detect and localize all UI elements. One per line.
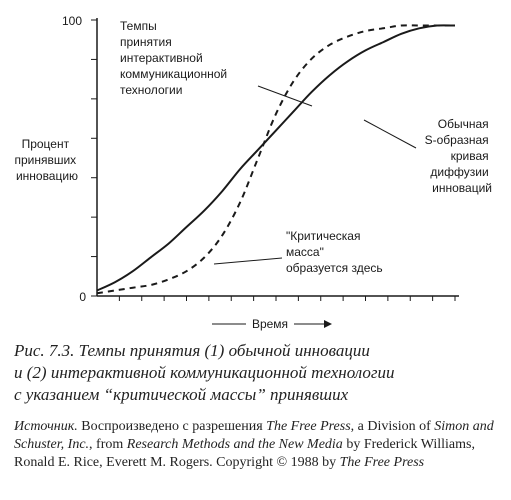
- critical-mass-label: "Критическая масса" образуется здесь: [286, 229, 383, 275]
- critical-mass-leader: [214, 258, 282, 264]
- figure-caption: [14, 340, 498, 406]
- s-curve-line: [97, 25, 455, 290]
- source-publisher-2: Simon and Schuster, Inc.: [14, 419, 494, 452]
- caption-line-2: и (2) интерактивной коммуникационной технологии: [14, 363, 395, 382]
- source-note: [14, 418, 500, 472]
- x-axis-label: Время: [251, 317, 289, 331]
- source-book-title: Research Methods and the New Media: [126, 437, 343, 452]
- source-text-1: Воспроизведено с разрешения: [77, 419, 267, 434]
- interactive-tech-line: [97, 25, 455, 293]
- y-tick-label-0: 0: [79, 290, 86, 304]
- x-arrow-head: [324, 320, 332, 328]
- caption-line-1: Рис. 7.3. Темпы принятия (1) обычной инновации: [14, 341, 370, 360]
- source-text-4: by Frederick Williams, Ronald E. Rice, Everett M. Rogers. Copyright © 1988 by: [14, 437, 475, 470]
- dashed-curve-label: Темпы принятия интерактивной коммуникационной технологии: [120, 19, 228, 97]
- solid-label-leader: [364, 120, 416, 148]
- x-axis-label-group: [212, 317, 332, 331]
- source-publisher-1: The Free Press: [266, 419, 351, 434]
- solid-curve-label: Обычная S-образная кривая диффузии инноваций: [424, 117, 492, 195]
- y-tick-label-100: 100: [61, 14, 82, 28]
- y-axis-label: Процент принявших инновацию: [14, 137, 79, 183]
- dashed-label-leader: [258, 86, 312, 106]
- caption-line-3: с указанием “критической массы” принявших: [14, 385, 349, 404]
- source-publisher-3: The Free Press: [339, 455, 425, 470]
- y-axis-ticks: [91, 20, 97, 296]
- source-text-2: , a Division of: [350, 419, 435, 434]
- source-text-3: , from: [89, 437, 127, 452]
- source-prefix: Источник.: [14, 419, 78, 434]
